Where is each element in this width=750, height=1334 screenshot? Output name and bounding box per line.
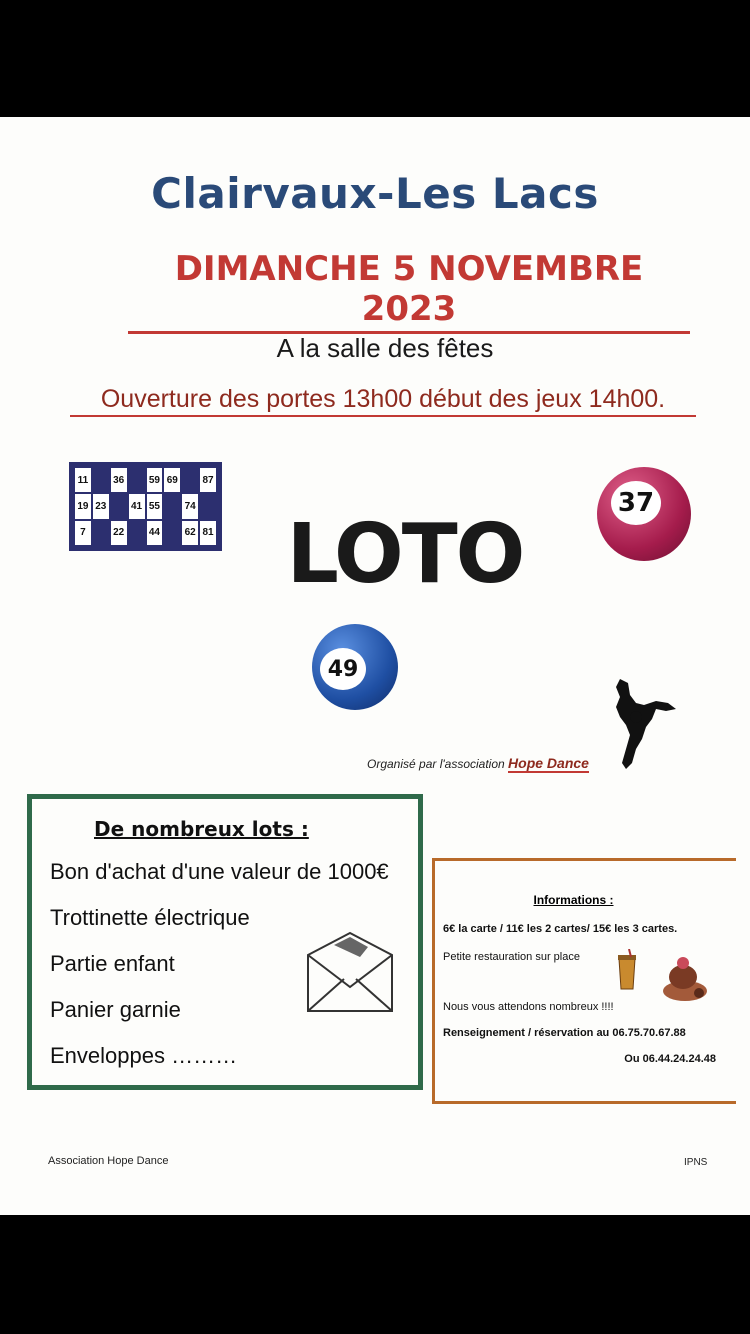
info-restauration: Petite restauration sur place [443, 951, 580, 963]
loto-card-number: 23 [93, 494, 109, 518]
prizes-title: De nombreux lots : [94, 817, 309, 841]
loto-card-number: 36 [111, 468, 127, 492]
loto-card-blank-cell [182, 468, 198, 492]
loto-card-number: 62 [182, 521, 198, 545]
loto-card-blank-cell [93, 468, 109, 492]
prize-item: Trottinette électrique [50, 905, 250, 930]
loto-card-number: 69 [164, 468, 180, 492]
info-reservation-phone: Renseignement / réservation au 06.75.70.67.88 [443, 1027, 686, 1039]
footer-association: Association Hope Dance [48, 1155, 169, 1167]
prize-item: Bon d'achat d'une valeur de 1000€ [50, 859, 389, 884]
loto-card-number: 55 [147, 494, 163, 518]
ball-number: 37 [611, 481, 661, 525]
loto-card-number: 11 [75, 468, 91, 492]
loto-heading: LOTO [286, 507, 524, 602]
info-welcome: Nous vous attendons nombreux !!!! [443, 1001, 614, 1013]
loto-card-number: 41 [129, 494, 145, 518]
prize-item: Partie enfant [50, 951, 175, 976]
loto-card-number: 7 [75, 521, 91, 545]
prize-item: Enveloppes ……… [50, 1043, 238, 1068]
loto-card-row [75, 468, 216, 492]
loto-card-number: 19 [75, 494, 91, 518]
info-alt-phone: Ou 06.44.24.24.48 [624, 1053, 716, 1065]
info-box [432, 858, 736, 1104]
loto-card-blank-cell [129, 468, 145, 492]
event-date: DIMANCHE 5 NOVEMBRE 2023 [128, 249, 690, 334]
loto-card-number: 59 [147, 468, 163, 492]
envelope-icon [304, 927, 396, 1017]
info-prices: 6€ la carte / 11€ les 2 cartes/ 15€ les 3 cartes. [443, 923, 678, 935]
loto-card-number: 44 [147, 521, 163, 545]
opening-hours: Ouverture des portes 13h00 début des jeux 14h00. [70, 383, 696, 417]
prize-item: Panier garnie [50, 997, 181, 1022]
loto-card-number: 81 [200, 521, 216, 545]
organiser-name: Hope Dance [508, 755, 589, 771]
loto-card-number: 87 [200, 468, 216, 492]
breakdancer-icon [606, 677, 680, 771]
venue-text: A la salle des fêtes [276, 333, 494, 363]
loto-poster [0, 117, 750, 1215]
ball-number: 49 [320, 648, 366, 690]
info-title: Informations : [533, 893, 614, 907]
footer-ipns: IPNS [684, 1157, 708, 1168]
food-drink-icon [615, 949, 715, 1007]
loto-card-number: 22 [111, 521, 127, 545]
loto-card-number: 74 [182, 494, 198, 518]
organiser-prefix: Organisé par l'association [367, 757, 509, 771]
organiser-line [367, 755, 589, 771]
prizes-box [27, 794, 423, 1090]
poster-title: Clairvaux-Les Lacs [151, 169, 599, 218]
bingo-ball-red-icon [597, 467, 691, 561]
bingo-ball-blue-icon [312, 624, 398, 710]
